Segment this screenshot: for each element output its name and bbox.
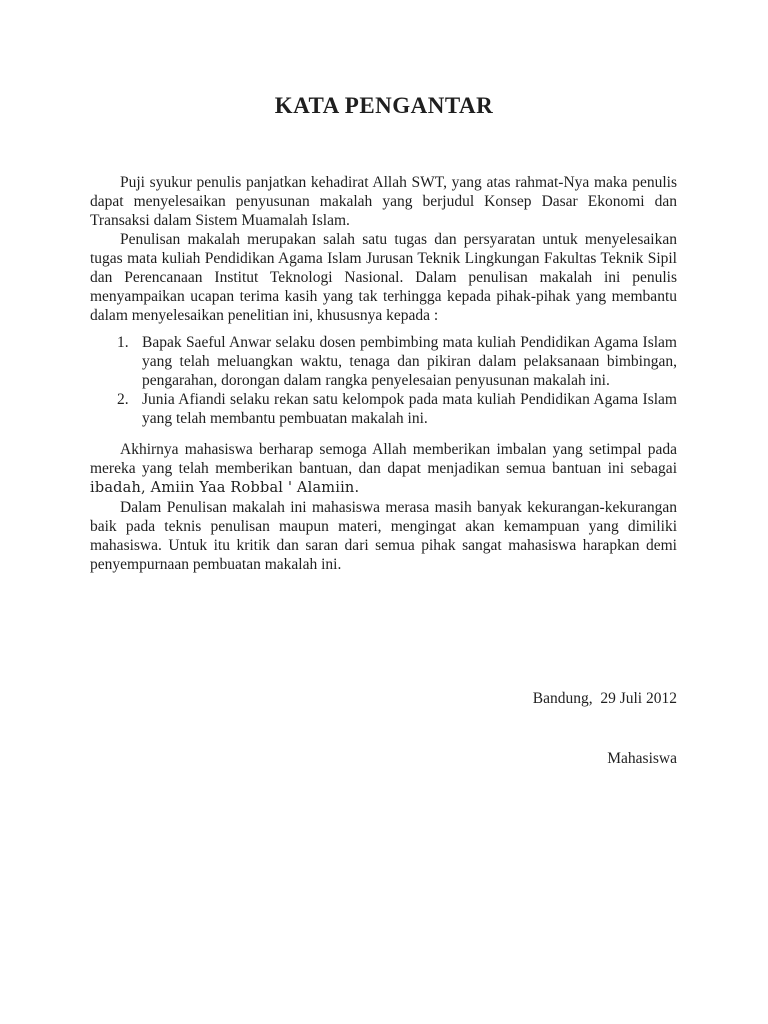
list-item-number: 1. (117, 334, 129, 351)
opening-paragraph: Puji syukur penulis panjatkan kehadirat Allah SWT, yang atas rahmat-Nya maka penulis dapat menyelesaikan penyusunan makalah yang berjudul Konsep Dasar Ekonomi dan Transaksi dalam Sistem Muamalah Islam. (90, 174, 677, 229)
list-item-number: 2. (117, 391, 129, 408)
list-item (90, 390, 677, 428)
page-title: KATA PENGANTAR (274, 93, 494, 118)
gratitude-paragraph (90, 440, 677, 498)
prayer-phrase: ibadah, Amiin Yaa Robbal ' Alamiin. (90, 480, 360, 496)
gratitude-paragraph-text: Akhirnya mahasiswa berharap semoga Allah memberikan imbalan yang setimpal pada mereka yang telah memberikan bantuan, dan dapat menjadikan semua bantuan ini sebagai (90, 441, 677, 477)
list-item-text: Bapak Saeful Anwar selaku dosen pembimbing mata kuliah Pendidikan Agama Islam yang telah meluangkan waktu, tenaga dan pikiran dalam pelaksanaan bimbingan, pengarahan, dorongan dalam rangka penyelesaian penyusunan makalah ini. (142, 334, 677, 389)
list-item (90, 333, 677, 390)
place-date: Bandung, 29 Juli 2012 (532, 690, 677, 707)
list-item-text: Junia Afiandi selaku rekan satu kelompok pada mata kuliah Pendidikan Agama Islam yang telah membantu pembuatan makalah ini. (142, 391, 677, 427)
closing-paragraph: Dalam Penulisan makalah ini mahasiswa merasa masih banyak kekurangan-kekurangan baik pada teknis penulisan maupun materi, mengingat akan kemampuan yang dimiliki mahasiswa. Untuk itu kritik dan saran dari semua pihak sangat mahasiswa harapkan demi penyempurnaan pembuatan makalah ini. (90, 499, 677, 573)
acknowledgement-list (90, 333, 677, 428)
signoff-block (0, 689, 677, 768)
signature-label: Mahasiswa (607, 750, 677, 767)
document-body (90, 173, 677, 574)
purpose-paragraph: Penulisan makalah merupakan salah satu tugas dan persyaratan untuk menyelesaikan tugas mata kuliah Pendidikan Agama Islam Jurusan Teknik Lingkungan Fakultas Teknik Sipil dan Perencanaan Institut Teknologi Nasional. Dalam penulisan makalah ini penulis menyampaikan ucapan terima kasih yang tak terhingga kepada pihak-pihak yang membantu dalam menyelesaikan penelitian ini, khususnya kepada : (90, 231, 677, 324)
